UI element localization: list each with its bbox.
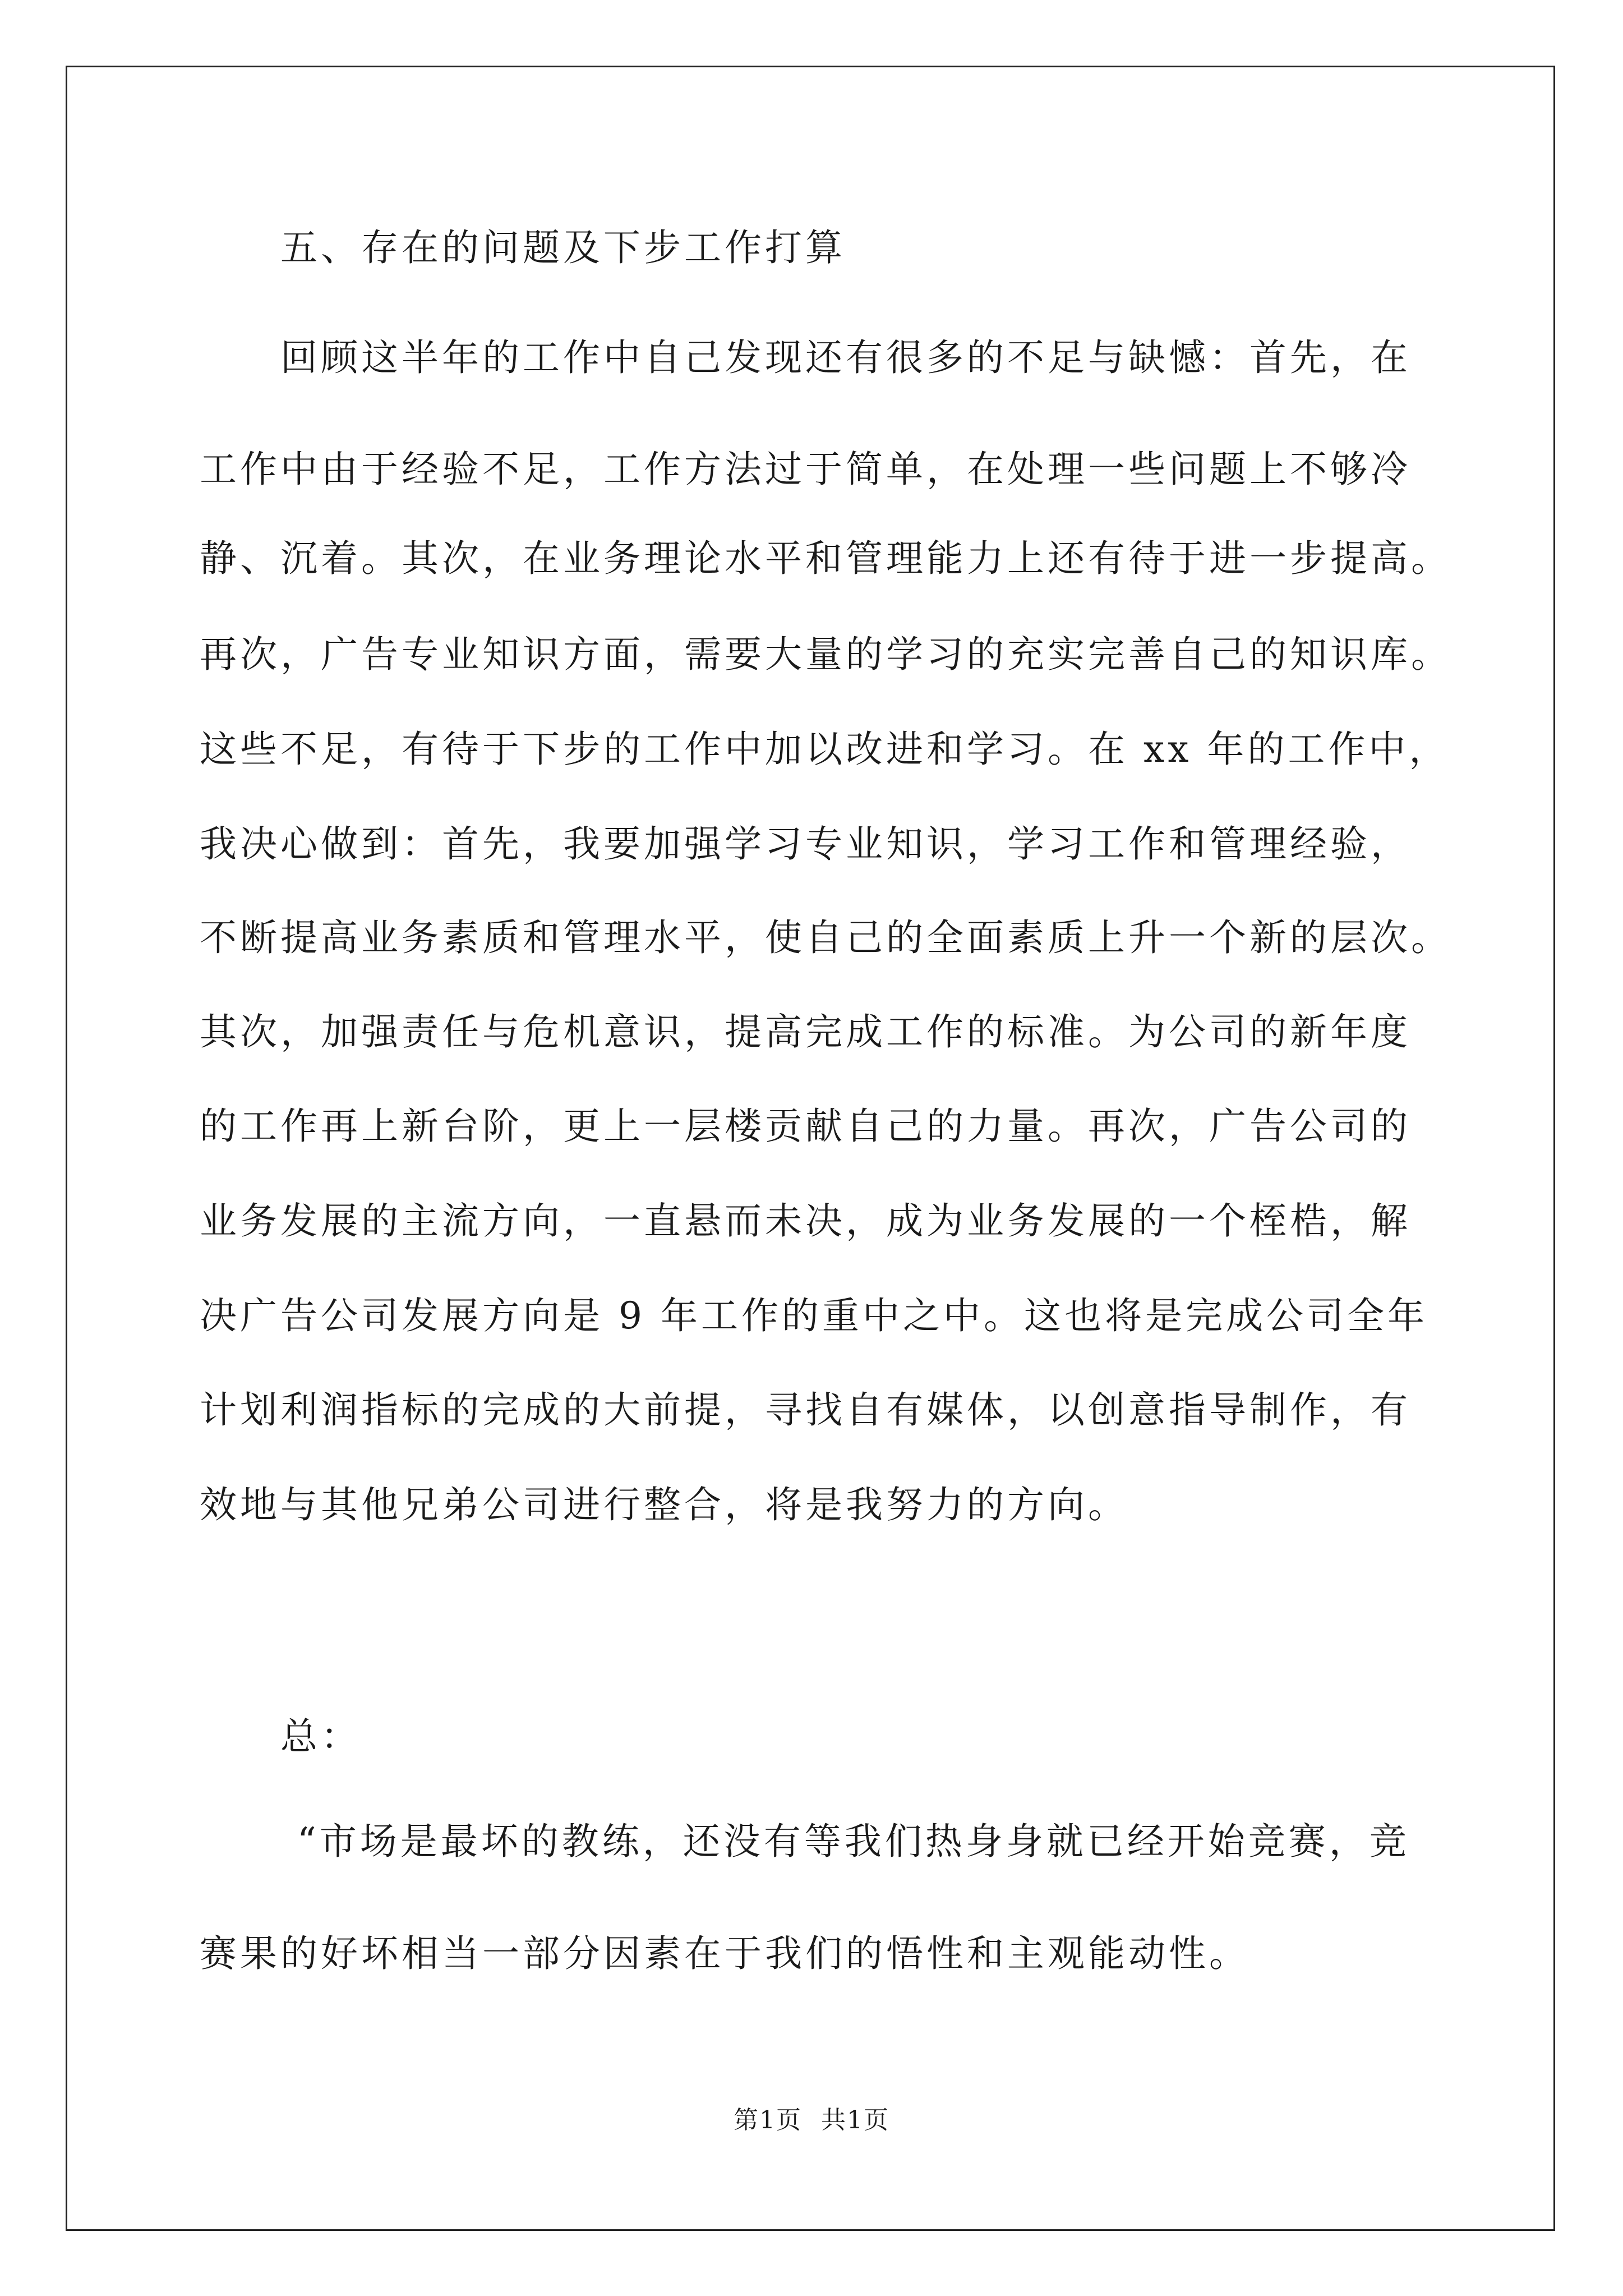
section-heading: 五、存在的问题及下步工作打算 bbox=[280, 226, 846, 269]
paragraph-line: 其次，加强责任与危机意识，提高完成工作的标准。为公司的新年度 bbox=[200, 1010, 1411, 1053]
paragraph-line: 静、沉着。其次，在业务理论水平和管理能力上还有待于进一步提高。 bbox=[200, 537, 1451, 580]
paragraph-line: 的工作再上新台阶，更上一层楼贡献自己的力量。再次，广告公司的 bbox=[200, 1105, 1411, 1148]
page-footer bbox=[0, 2105, 1623, 2136]
quote-line: 赛果的好坏相当一部分因素在于我们的悟性和主观能动性。 bbox=[200, 1932, 1249, 1975]
paragraph-line: 计划利润指标的完成的大前提，寻找自有媒体，以创意指导制作，有 bbox=[200, 1388, 1411, 1432]
paragraph-line: 我决心做到：首先，我要加强学习专业知识，学习工作和管理经验， bbox=[200, 822, 1411, 866]
paragraph-line: 回顾这半年的工作中自己发现还有很多的不足与缺憾：首先，在 bbox=[280, 336, 1411, 379]
page-total: 共1页 bbox=[821, 2106, 889, 2134]
paragraph-line: 再次，广告专业知识方面，需要大量的学习的充实完善自己的知识库。 bbox=[200, 633, 1451, 676]
page-number: 第1页 bbox=[734, 2106, 802, 2134]
paragraph-line: 效地与其他兄弟公司进行整合，将是我努力的方向。 bbox=[200, 1483, 1128, 1526]
quote-line: “市场是最坏的教练，还没有等我们热身身就已经开始竞赛，竞 bbox=[297, 1820, 1410, 1863]
paragraph-line: 不断提高业务素质和管理水平，使自己的全面素质上升一个新的层次。 bbox=[200, 916, 1451, 959]
paragraph-line: 决广告公司发展方向是 9 年工作的重中之中。这也将是完成公司全年 bbox=[200, 1294, 1428, 1337]
paragraph-line: 工作中由于经验不足，工作方法过于简单，在处理一些问题上不够冷 bbox=[200, 448, 1411, 491]
paragraph-line: 业务发展的主流方向，一直悬而未决，成为业务发展的一个桎梏，解 bbox=[200, 1199, 1411, 1243]
paragraph-line: 这些不足，有待于下步的工作中加以改进和学习。在 xx 年的工作中， bbox=[200, 728, 1450, 771]
summary-label: 总： bbox=[280, 1715, 361, 1758]
